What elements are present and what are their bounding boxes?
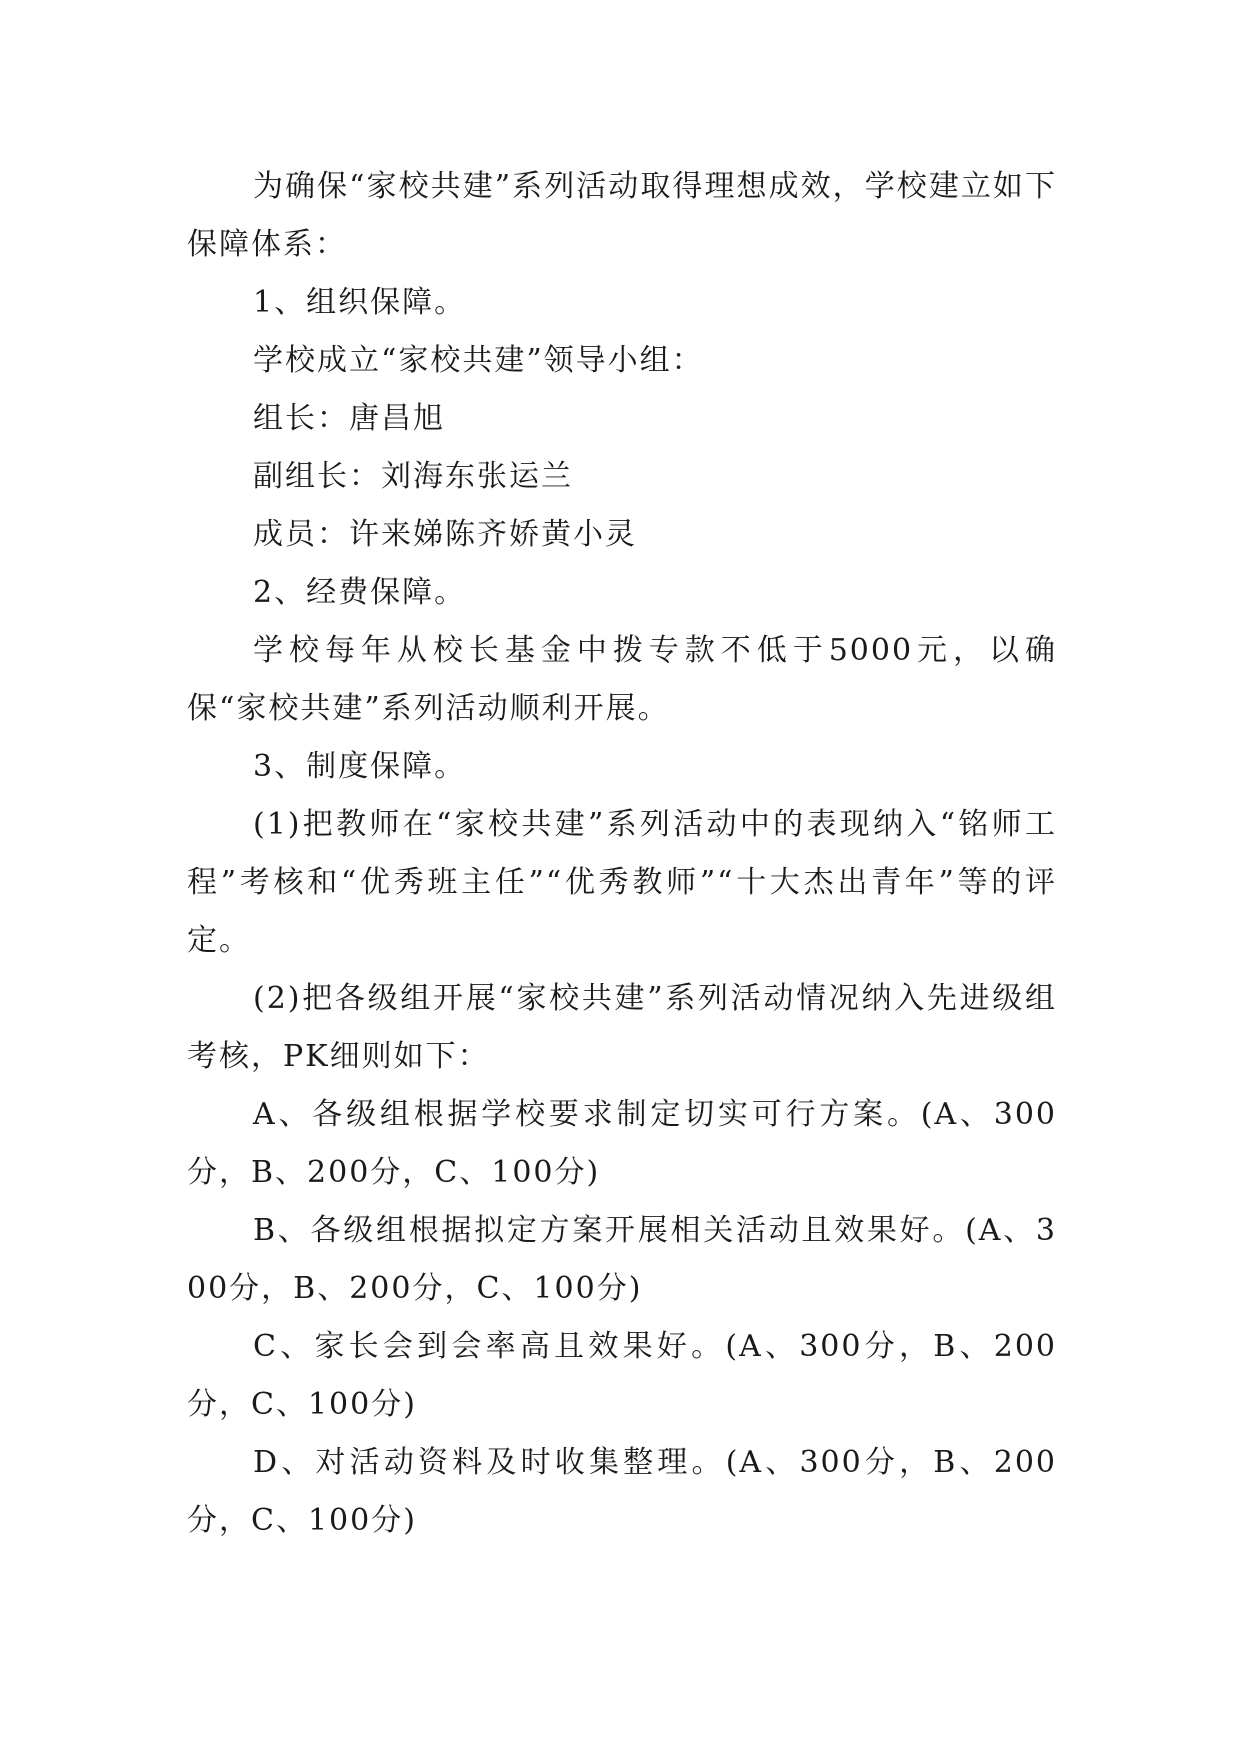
rule-a: A、各级组根据学校要求制定切实可行方案。(A、300分，B、200分，C、100分): [187, 1097, 1057, 1190]
funding-paragraph: 学校每年从校长基金中拨专款不低于5000元，以确保“家校共建”系列活动顺利开展。: [187, 633, 1057, 726]
members-line: 成员：许来娣陈齐娇黄小灵: [253, 517, 637, 552]
system-item-2: (2)把各级组开展“家校共建”系列活动情况纳入先进级组考核，PK细则如下：: [187, 981, 1057, 1074]
rule-d: D、对活动资料及时收集整理。(A、300分，B、200分，C、100分): [187, 1445, 1057, 1538]
section-heading-organization: 1、组织保障。: [253, 285, 467, 320]
intro-paragraph: 为确保“家校共建”系列活动取得理想成效，学校建立如下保障体系：: [187, 169, 1057, 262]
rule-b: B、各级组根据拟定方案开展相关活动且效果好。(A、300分，B、200分，C、100分): [187, 1213, 1057, 1306]
group-leader-line: 组长：唐昌旭: [253, 401, 445, 436]
leadership-group-paragraph: 学校成立“家校共建”领导小组：: [253, 343, 704, 378]
system-item-1: (1)把教师在“家校共建”系列活动中的表现纳入“铭师工程”考核和“优秀班主任”“优秀教师”“十大杰出青年”等的评定。: [187, 807, 1057, 958]
deputy-leader-line: 副组长：刘海东张运兰: [253, 459, 573, 494]
section-heading-funding: 2、经费保障。: [253, 575, 467, 610]
rule-c: C、家长会到会率高且效果好。(A、300分，B、200分，C、100分): [187, 1329, 1057, 1422]
document-page: [187, 158, 1057, 1550]
section-heading-system: 3、制度保障。: [253, 749, 467, 784]
